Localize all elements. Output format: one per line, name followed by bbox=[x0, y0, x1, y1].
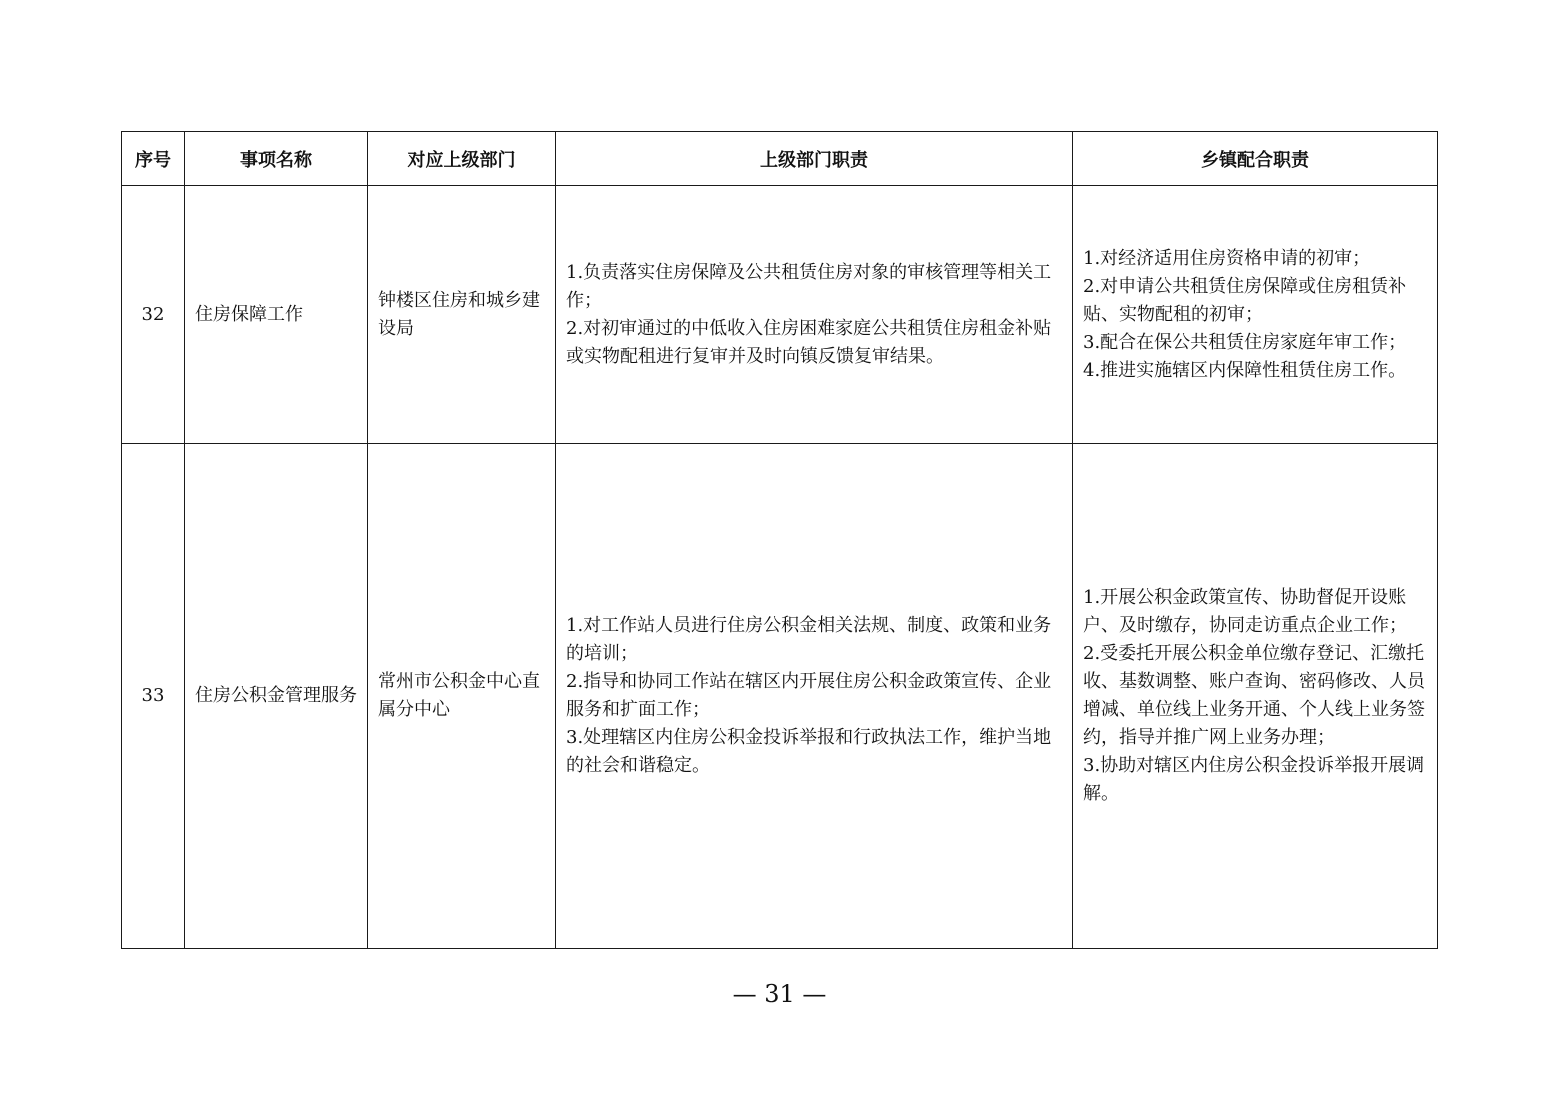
duty-line: 1.对工作站人员进行住房公积金相关法规、制度、政策和业务的培训； bbox=[566, 615, 1052, 664]
header-item-name: 事项名称 bbox=[185, 132, 368, 186]
duty-line: 2.指导和协同工作站在辖区内开展住房公积金政策宣传、企业服务和扩面工作； bbox=[566, 671, 1052, 720]
duties-table bbox=[121, 131, 1438, 949]
duty-line: 3.处理辖区内住房公积金投诉举报和行政执法工作，维护当地的社会和谐稳定。 bbox=[566, 727, 1052, 776]
town-duty-line: 2.对申请公共租赁住房保障或住房租赁补贴、实物配租的初审； bbox=[1083, 275, 1407, 325]
table-row bbox=[122, 186, 1438, 444]
page-number: — 31 — bbox=[732, 980, 827, 1008]
town-duty-line: 1.对经济适用住房资格申请的初审； bbox=[1083, 247, 1371, 269]
duty-line: 2.对初审通过的中低收入住房困难家庭公共租赁住房租金补贴或实物配租进行复审并及时向镇反馈复审结果。 bbox=[566, 317, 1052, 367]
row-superior-duties bbox=[556, 444, 1073, 949]
row-item-name: 住房保障工作 bbox=[185, 186, 368, 444]
row-town-duties bbox=[1073, 186, 1438, 444]
town-duty-line: 4.推进实施辖区内保障性租赁住房工作。 bbox=[1083, 359, 1407, 381]
duty-line: 1.负责落实住房保障及公共租赁住房对象的审核管理等相关工作； bbox=[566, 261, 1052, 311]
header-town-duties: 乡镇配合职责 bbox=[1073, 132, 1438, 186]
row-seq: 32 bbox=[122, 186, 185, 444]
table-row bbox=[122, 444, 1438, 949]
header-superior-duties: 上级部门职责 bbox=[556, 132, 1073, 186]
header-superior-dept: 对应上级部门 bbox=[368, 132, 556, 186]
row-superior-dept: 钟楼区住房和城乡建设局 bbox=[368, 186, 556, 444]
town-duty-line: 3.配合在保公共租赁住房家庭年审工作； bbox=[1083, 331, 1407, 353]
row-item-name: 住房公积金管理服务 bbox=[185, 444, 368, 949]
town-duty-line: 1.开展公积金政策宣传、协助督促开设账户、及时缴存，协同走访重点企业工作； bbox=[1083, 587, 1407, 636]
row-superior-dept: 常州市公积金中心直属分中心 bbox=[368, 444, 556, 949]
row-seq: 33 bbox=[122, 444, 185, 949]
row-superior-duties bbox=[556, 186, 1073, 444]
table-header-row bbox=[122, 132, 1438, 186]
town-duty-line: 3.协助对辖区内住房公积金投诉举报开展调解。 bbox=[1083, 755, 1425, 804]
town-duty-line: 2.受委托开展公积金单位缴存登记、汇缴托收、基数调整、账户查询、密码修改、人员增减、单位线上业务开通、个人线上业务签约，指导并推广网上业务办理； bbox=[1083, 643, 1425, 748]
row-town-duties bbox=[1073, 444, 1438, 949]
header-seq: 序号 bbox=[122, 132, 185, 186]
